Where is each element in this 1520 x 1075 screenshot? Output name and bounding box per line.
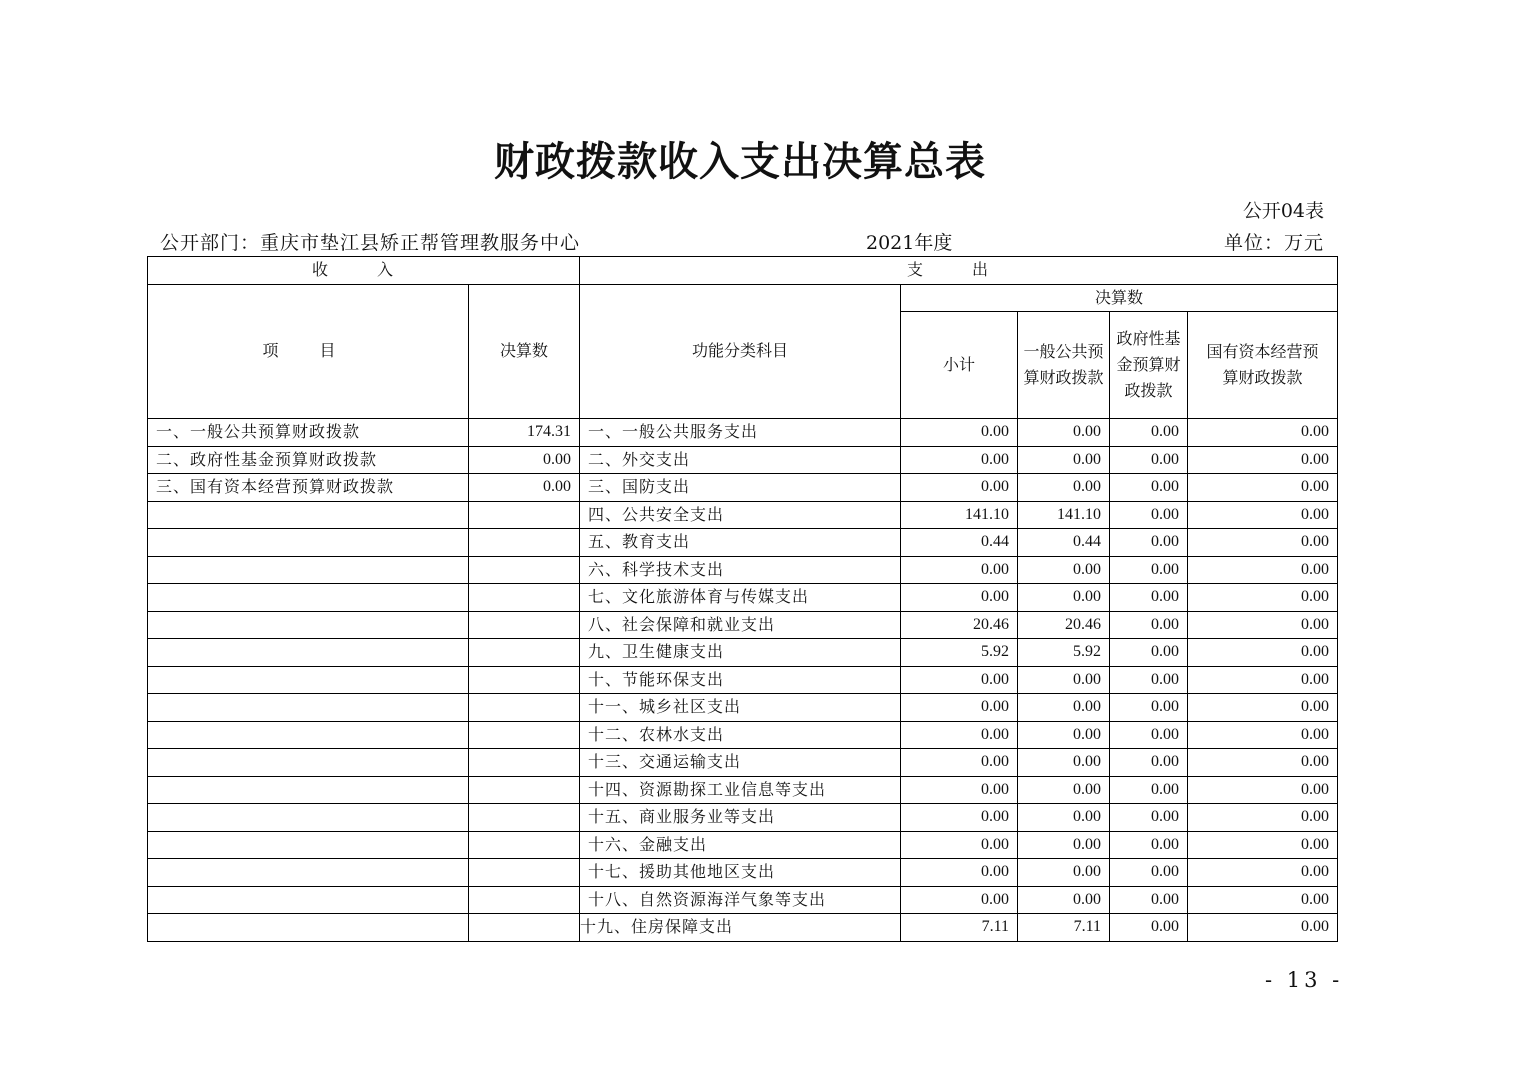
general-budget-header: 一般公共预算财政拨款 <box>1018 312 1110 419</box>
item-header: 项 目 <box>148 284 469 419</box>
income-amount: 0.00 <box>469 474 580 502</box>
table-row <box>148 804 1338 832</box>
table-row <box>148 446 1338 474</box>
state-capital-header: 国有资本经营预算财政拨款 <box>1188 312 1338 419</box>
gov-fund-value: 0.00 <box>1110 776 1188 804</box>
subtotal-value: 0.00 <box>901 419 1018 447</box>
department-label: 公开部门：重庆市垫江县矫正帮管理教服务中心 <box>160 232 581 254</box>
state-capital-value: 0.00 <box>1188 474 1338 502</box>
income-amount <box>469 886 580 914</box>
gov-fund-header: 政府性基金预算财政拨款 <box>1110 312 1188 419</box>
subtotal-value: 0.00 <box>901 474 1018 502</box>
state-capital-value: 0.00 <box>1188 446 1338 474</box>
general-budget-value: 0.44 <box>1018 529 1110 557</box>
income-item <box>148 886 469 914</box>
gov-fund-value: 0.00 <box>1110 639 1188 667</box>
income-item <box>148 721 469 749</box>
income-item <box>148 914 469 942</box>
general-budget-value: 0.00 <box>1018 831 1110 859</box>
general-budget-value: 0.00 <box>1018 666 1110 694</box>
gov-fund-value: 0.00 <box>1110 584 1188 612</box>
expense-item: 七、文化旅游体育与传媒支出 <box>580 584 901 612</box>
gov-fund-value: 0.00 <box>1110 419 1188 447</box>
income-item: 一、一般公共预算财政拨款 <box>148 419 469 447</box>
general-budget-value: 0.00 <box>1018 859 1110 887</box>
income-item <box>148 639 469 667</box>
income-amount <box>469 914 580 942</box>
income-amount <box>469 776 580 804</box>
state-capital-value: 0.00 <box>1188 859 1338 887</box>
gov-fund-value: 0.00 <box>1110 694 1188 722</box>
amount-header: 决算数 <box>469 284 580 419</box>
general-budget-value: 0.00 <box>1018 886 1110 914</box>
subtotal-value: 5.92 <box>901 639 1018 667</box>
table-row <box>148 776 1338 804</box>
expense-item: 十四、资源勘探工业信息等支出 <box>580 776 901 804</box>
gov-fund-value: 0.00 <box>1110 886 1188 914</box>
subtotal-value: 20.46 <box>901 611 1018 639</box>
table-row <box>148 556 1338 584</box>
gov-fund-value: 0.00 <box>1110 529 1188 557</box>
page-number: - 13 - <box>1265 968 1344 992</box>
expense-item: 六、科学技术支出 <box>580 556 901 584</box>
expense-item: 五、教育支出 <box>580 529 901 557</box>
table-row <box>148 419 1338 447</box>
income-item <box>148 529 469 557</box>
income-amount <box>469 804 580 832</box>
gov-fund-value: 0.00 <box>1110 859 1188 887</box>
income-amount <box>469 666 580 694</box>
subtotal-header: 小计 <box>901 312 1018 419</box>
subtotal-value: 0.00 <box>901 556 1018 584</box>
subtotal-value: 0.00 <box>901 749 1018 777</box>
table-row <box>148 831 1338 859</box>
subtotal-value: 0.00 <box>901 804 1018 832</box>
state-capital-value: 0.00 <box>1188 721 1338 749</box>
table-row <box>148 749 1338 777</box>
income-header: 收 入 <box>148 257 580 285</box>
table-row <box>148 914 1338 942</box>
table-row <box>148 639 1338 667</box>
income-amount <box>469 584 580 612</box>
income-item <box>148 501 469 529</box>
subtotal-value: 0.00 <box>901 859 1018 887</box>
general-budget-value: 0.00 <box>1018 721 1110 749</box>
subtotal-value: 0.00 <box>901 776 1018 804</box>
table-row <box>148 694 1338 722</box>
general-budget-value: 0.00 <box>1018 419 1110 447</box>
income-item <box>148 749 469 777</box>
income-item <box>148 831 469 859</box>
subtotal-value: 0.00 <box>901 694 1018 722</box>
income-item <box>148 584 469 612</box>
gov-fund-value: 0.00 <box>1110 721 1188 749</box>
income-amount <box>469 611 580 639</box>
expense-item: 十一、城乡社区支出 <box>580 694 901 722</box>
subtotal-value: 0.00 <box>901 886 1018 914</box>
table-row <box>148 584 1338 612</box>
income-item <box>148 776 469 804</box>
general-budget-value: 20.46 <box>1018 611 1110 639</box>
table-row <box>148 859 1338 887</box>
state-capital-value: 0.00 <box>1188 776 1338 804</box>
expense-item: 十八、自然资源海洋气象等支出 <box>580 886 901 914</box>
gov-fund-value: 0.00 <box>1110 446 1188 474</box>
table-row <box>148 886 1338 914</box>
income-amount <box>469 749 580 777</box>
gov-fund-value: 0.00 <box>1110 611 1188 639</box>
gov-fund-value: 0.00 <box>1110 666 1188 694</box>
income-item: 二、政府性基金预算财政拨款 <box>148 446 469 474</box>
income-amount <box>469 694 580 722</box>
state-capital-value: 0.00 <box>1188 804 1338 832</box>
general-budget-value: 0.00 <box>1018 556 1110 584</box>
general-budget-value: 0.00 <box>1018 694 1110 722</box>
state-capital-value: 0.00 <box>1188 501 1338 529</box>
table-row <box>148 501 1338 529</box>
expense-item: 一、一般公共服务支出 <box>580 419 901 447</box>
func-category-header: 功能分类科目 <box>580 284 901 419</box>
income-item <box>148 859 469 887</box>
subtotal-value: 141.10 <box>901 501 1018 529</box>
state-capital-value: 0.00 <box>1188 749 1338 777</box>
gov-fund-value: 0.00 <box>1110 804 1188 832</box>
income-amount <box>469 859 580 887</box>
expense-item: 三、国防支出 <box>580 474 901 502</box>
income-amount: 174.31 <box>469 419 580 447</box>
gov-fund-value: 0.00 <box>1110 556 1188 584</box>
state-capital-value: 0.00 <box>1188 694 1338 722</box>
budget-table <box>147 256 1338 942</box>
income-amount <box>469 721 580 749</box>
gov-fund-value: 0.00 <box>1110 474 1188 502</box>
state-capital-value: 0.00 <box>1188 611 1338 639</box>
income-amount <box>469 639 580 667</box>
general-budget-value: 0.00 <box>1018 749 1110 777</box>
form-number: 公开04表 <box>1242 200 1324 222</box>
gov-fund-value: 0.00 <box>1110 749 1188 777</box>
state-capital-value: 0.00 <box>1188 529 1338 557</box>
state-capital-value: 0.00 <box>1188 419 1338 447</box>
table-row <box>148 474 1338 502</box>
final-amount-header: 决算数 <box>901 284 1338 312</box>
subtotal-value: 7.11 <box>901 914 1018 942</box>
state-capital-value: 0.00 <box>1188 556 1338 584</box>
general-budget-value: 0.00 <box>1018 584 1110 612</box>
expense-item: 十二、农林水支出 <box>580 721 901 749</box>
page-title: 财政拨款收入支出决算总表 <box>494 138 986 185</box>
income-amount <box>469 501 580 529</box>
income-item: 三、国有资本经营预算财政拨款 <box>148 474 469 502</box>
fiscal-year: 2021年度 <box>866 232 953 254</box>
income-item <box>148 804 469 832</box>
expense-item: 十九、住房保障支出 <box>580 914 901 942</box>
expense-header: 支 出 <box>580 257 1338 285</box>
gov-fund-value: 0.00 <box>1110 914 1188 942</box>
general-budget-value: 141.10 <box>1018 501 1110 529</box>
general-budget-value: 0.00 <box>1018 474 1110 502</box>
table-row <box>148 721 1338 749</box>
general-budget-value: 7.11 <box>1018 914 1110 942</box>
table-row <box>148 529 1338 557</box>
general-budget-value: 0.00 <box>1018 446 1110 474</box>
income-item <box>148 556 469 584</box>
expense-item: 四、公共安全支出 <box>580 501 901 529</box>
expense-item: 十六、金融支出 <box>580 831 901 859</box>
expense-item: 十三、交通运输支出 <box>580 749 901 777</box>
expense-item: 十七、援助其他地区支出 <box>580 859 901 887</box>
expense-item: 十、节能环保支出 <box>580 666 901 694</box>
general-budget-value: 0.00 <box>1018 804 1110 832</box>
income-amount <box>469 556 580 584</box>
state-capital-value: 0.00 <box>1188 831 1338 859</box>
expense-item: 十五、商业服务业等支出 <box>580 804 901 832</box>
unit-label: 单位：万元 <box>1223 232 1324 254</box>
income-amount <box>469 529 580 557</box>
expense-item: 九、卫生健康支出 <box>580 639 901 667</box>
state-capital-value: 0.00 <box>1188 914 1338 942</box>
expense-item: 八、社会保障和就业支出 <box>580 611 901 639</box>
state-capital-value: 0.00 <box>1188 639 1338 667</box>
gov-fund-value: 0.00 <box>1110 831 1188 859</box>
income-amount: 0.00 <box>469 446 580 474</box>
income-item <box>148 611 469 639</box>
income-item <box>148 694 469 722</box>
subtotal-value: 0.00 <box>901 666 1018 694</box>
subtotal-value: 0.00 <box>901 584 1018 612</box>
subtotal-value: 0.44 <box>901 529 1018 557</box>
expense-item: 二、外交支出 <box>580 446 901 474</box>
state-capital-value: 0.00 <box>1188 886 1338 914</box>
income-amount <box>469 831 580 859</box>
subtotal-value: 0.00 <box>901 831 1018 859</box>
general-budget-value: 5.92 <box>1018 639 1110 667</box>
income-item <box>148 666 469 694</box>
table-row <box>148 666 1338 694</box>
table-row <box>148 611 1338 639</box>
subtotal-value: 0.00 <box>901 446 1018 474</box>
general-budget-value: 0.00 <box>1018 776 1110 804</box>
gov-fund-value: 0.00 <box>1110 501 1188 529</box>
state-capital-value: 0.00 <box>1188 584 1338 612</box>
subtotal-value: 0.00 <box>901 721 1018 749</box>
state-capital-value: 0.00 <box>1188 666 1338 694</box>
